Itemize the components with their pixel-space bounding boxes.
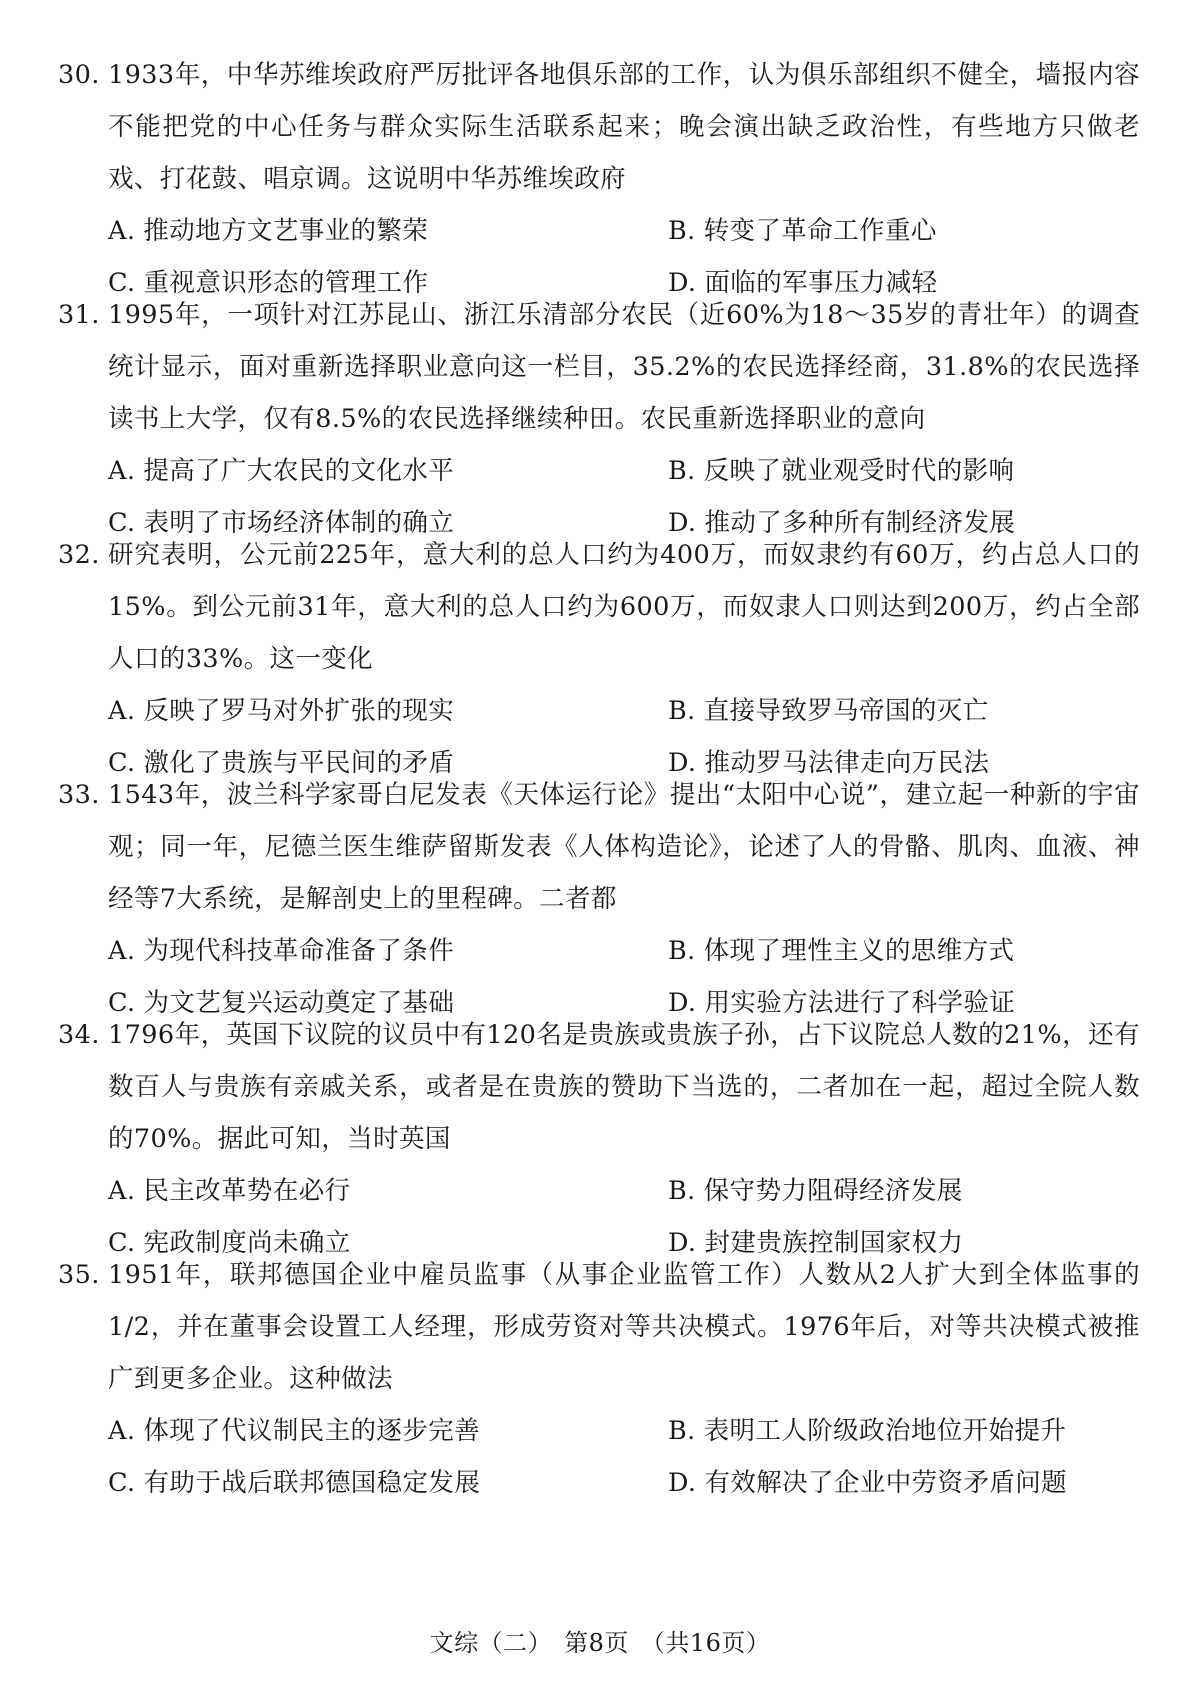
- question-text: 1543年，波兰科学家哥白尼发表《天体运行论》提出“太阳中心说”，建立起一种新的宇宙观；同一年，尼德兰医生维萨留斯发表《人体构造论》，论述了人的骨骼、肌肉、血液、神经等7大系统，是解剖史上的里程碑。二者都: [108, 780, 1140, 914]
- option-text: 转变了革命工作重心: [703, 216, 937, 246]
- option-a: [108, 205, 428, 257]
- option-label: A.: [108, 936, 136, 966]
- footer-page-number: 第8页: [564, 1629, 629, 1657]
- question-stem: [0, 1009, 1200, 1165]
- option-label: C.: [108, 508, 136, 538]
- option-label: D.: [668, 508, 697, 538]
- option-d: [668, 1457, 1067, 1509]
- option-a: [108, 685, 454, 737]
- option-b: [668, 685, 989, 737]
- option-c: [108, 1457, 480, 1509]
- option-label: D.: [668, 748, 697, 778]
- option-a: [108, 445, 454, 497]
- page-footer: [0, 1623, 1200, 1663]
- question-text: 1951年，联邦德国企业中雇员监事（从事企业监管工作）人数从2人扩大到全体监事的1/2，并在董事会设置工人经理，形成劳资对等共决模式。1976年后，对等共决模式被推广到更多企业。这种做法: [108, 1260, 1140, 1394]
- question-31: [0, 289, 1200, 549]
- option-label: C.: [108, 1228, 136, 1258]
- option-text: 为文艺复兴运动奠定了基础: [143, 988, 455, 1018]
- option-text: 有助于战后联邦德国稳定发展: [143, 1468, 481, 1498]
- option-label: A.: [108, 216, 136, 246]
- question-stem: [0, 1249, 1200, 1405]
- option-label: D.: [668, 988, 697, 1018]
- option-text: 推动罗马法律走向万民法: [704, 748, 990, 778]
- option-label: B.: [668, 936, 696, 966]
- option-a: [108, 1165, 351, 1217]
- question-stem: [0, 769, 1200, 925]
- option-text: 封建贵族控制国家权力: [704, 1228, 964, 1258]
- option-text: 重视意识形态的管理工作: [143, 268, 429, 298]
- option-a: [108, 1405, 480, 1457]
- option-text: 宪政制度尚未确立: [143, 1228, 351, 1258]
- question-text: 研究表明，公元前225年，意大利的总人口约为400万，而奴隶约有60万，约占总人口的15%。到公元前31年，意大利的总人口约为600万，而奴隶人口则达到200万，约占全部人口的33%。这一变化: [108, 540, 1140, 674]
- options: [0, 1405, 1200, 1509]
- option-b: [668, 1165, 963, 1217]
- option-text: 激化了贵族与平民间的矛盾: [143, 748, 455, 778]
- footer-page-total: （共16页）: [640, 1629, 771, 1657]
- option-text: 有效解决了企业中劳资矛盾问题: [704, 1468, 1068, 1498]
- question-30: [0, 49, 1200, 309]
- option-b: [668, 925, 1014, 977]
- question-stem: [0, 289, 1200, 445]
- question-number: 35.: [58, 1260, 100, 1290]
- option-label: C.: [108, 1468, 136, 1498]
- question-text: 1796年，英国下议院的议员中有120名是贵族或贵族子孙，占下议院总人数的21%，还有数百人与贵族有亲戚关系，或者是在贵族的赞助下当选的，二者加在一起，超过全院人数的70%。据此可知，当时英国: [108, 1020, 1140, 1154]
- option-text: 推动了多种所有制经济发展: [704, 508, 1016, 538]
- option-label: A.: [108, 696, 136, 726]
- question-text: 1995年，一项针对江苏昆山、浙江乐清部分农民（近60%为18～35岁的青壮年）的调查统计显示，面对重新选择职业意向这一栏目，35.2%的农民选择经商，31.8%的农民选择读书上大学，仅有8.5%的农民选择继续种田。农民重新选择职业的意向: [108, 300, 1140, 434]
- question-number: 32.: [58, 540, 100, 570]
- option-label: A.: [108, 1176, 136, 1206]
- option-text: 表明工人阶级政治地位开始提升: [703, 1416, 1067, 1446]
- option-text: 提高了广大农民的文化水平: [143, 456, 455, 486]
- option-b: [668, 445, 1014, 497]
- option-label: B.: [668, 1416, 696, 1446]
- option-label: D.: [668, 1468, 697, 1498]
- option-label: B.: [668, 456, 696, 486]
- option-label: C.: [108, 748, 136, 778]
- question-stem: [0, 49, 1200, 205]
- footer-subject: 文综（二）: [429, 1629, 553, 1657]
- option-text: 体现了理性主义的思维方式: [703, 936, 1015, 966]
- option-text: 反映了罗马对外扩张的现实: [143, 696, 455, 726]
- option-text: 推动地方文艺事业的繁荣: [143, 216, 429, 246]
- option-label: B.: [668, 696, 696, 726]
- option-text: 体现了代议制民主的逐步完善: [143, 1416, 481, 1446]
- option-b: [668, 1405, 1066, 1457]
- option-text: 反映了就业观受时代的影响: [703, 456, 1015, 486]
- option-label: C.: [108, 268, 136, 298]
- option-b: [668, 205, 937, 257]
- question-number: 30.: [58, 60, 100, 90]
- option-label: C.: [108, 988, 136, 1018]
- option-label: A.: [108, 1416, 136, 1446]
- option-text: 民主改革势在必行: [143, 1176, 351, 1206]
- option-label: D.: [668, 268, 697, 298]
- option-label: A.: [108, 456, 136, 486]
- option-text: 为现代科技革命准备了条件: [143, 936, 455, 966]
- option-label: B.: [668, 1176, 696, 1206]
- question-number: 31.: [58, 300, 100, 330]
- question-35: [0, 1249, 1200, 1509]
- question-32: [0, 529, 1200, 789]
- question-stem: [0, 529, 1200, 685]
- option-text: 面临的军事压力减轻: [704, 268, 938, 298]
- question-text: 1933年，中华苏维埃政府严厉批评各地俱乐部的工作，认为俱乐部组织不健全，墙报内容不能把党的中心任务与群众实际生活联系起来；晚会演出缺乏政治性，有些地方只做老戏、打花鼓、唱京调。这说明中华苏维埃政府: [108, 60, 1140, 194]
- question-number: 34.: [58, 1020, 100, 1050]
- question-number: 33.: [58, 780, 100, 810]
- option-label: D.: [668, 1228, 697, 1258]
- question-33: [0, 769, 1200, 1029]
- question-34: [0, 1009, 1200, 1269]
- option-text: 保守势力阻碍经济发展: [703, 1176, 963, 1206]
- option-a: [108, 925, 454, 977]
- option-text: 直接导致罗马帝国的灭亡: [703, 696, 989, 726]
- option-text: 用实验方法进行了科学验证: [704, 988, 1016, 1018]
- option-label: B.: [668, 216, 696, 246]
- option-text: 表明了市场经济体制的确立: [143, 508, 455, 538]
